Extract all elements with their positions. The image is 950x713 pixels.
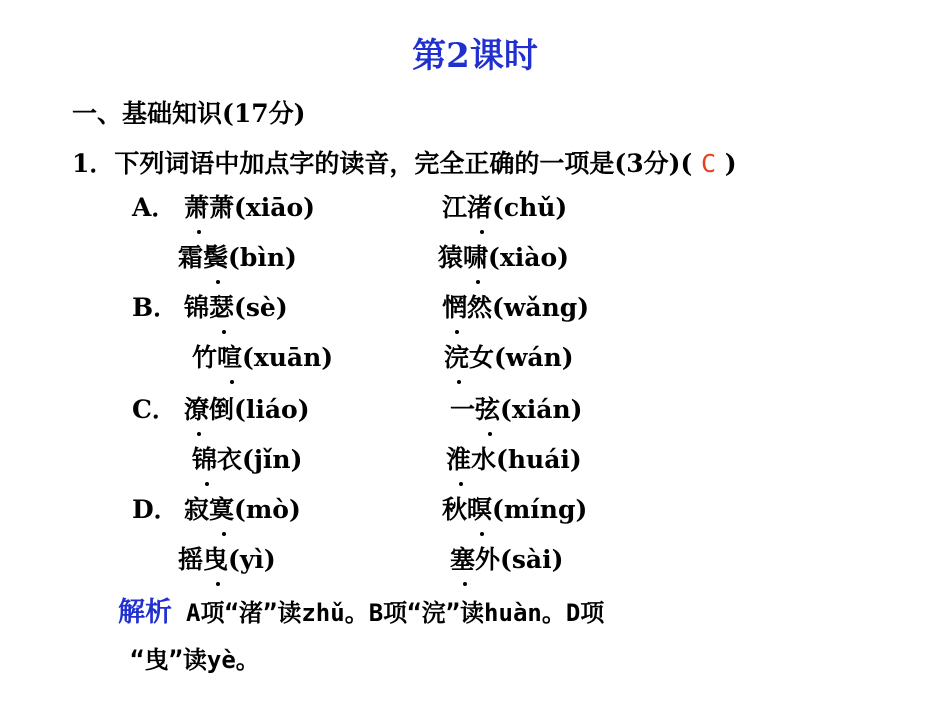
section-heading: 一、基础知识(17分) — [72, 99, 306, 128]
word: 竹喧 — [192, 338, 242, 374]
analysis-label: 解析 — [118, 597, 172, 628]
option-d-left: 寂寞 (mò) — [184, 490, 301, 526]
option-c-right: 一弦 (xián) — [450, 390, 582, 426]
option-d-label: D． — [132, 495, 179, 524]
option-c2-left: 锦衣 (jǐn) — [192, 440, 302, 476]
emphasis-dot — [230, 380, 234, 384]
word: 摇曳 — [178, 540, 228, 576]
question-close: ) — [724, 149, 737, 178]
word: 锦衣 — [192, 440, 242, 476]
emphasis-dot — [459, 482, 463, 486]
word: 浣女 — [444, 338, 494, 374]
option-d2-left: 摇曳 (yì) — [178, 540, 276, 576]
option-d2-right: 塞外 (sài) — [450, 540, 563, 576]
option-c2-right: 淮水 (huái) — [446, 440, 582, 476]
question-1 — [72, 144, 737, 180]
emphasis-dot — [455, 330, 459, 334]
emphasis-dot — [463, 582, 467, 586]
word: 潦倒 — [184, 390, 234, 426]
word: 塞外 — [450, 540, 500, 576]
word: 萧萧 — [184, 188, 234, 224]
emphasis-dot — [222, 330, 226, 334]
answer-mark: C — [701, 149, 717, 178]
option-a2-right: 猿啸 (xiào) — [438, 238, 569, 274]
option-b2-left: 竹喧 (xuān) — [192, 338, 333, 374]
option-d-right: 秋暝 (míng) — [442, 490, 587, 526]
emphasis-dot — [222, 532, 226, 536]
option-a-left: 萧萧 (xiāo) — [184, 188, 315, 224]
option-b2-right: 浣女 (wán) — [444, 338, 574, 374]
word: 江渚 — [442, 188, 492, 224]
emphasis-dot — [216, 582, 220, 586]
emphasis-dot — [197, 230, 201, 234]
word: 猿啸 — [438, 238, 488, 274]
emphasis-dot — [205, 482, 209, 486]
emphasis-dot — [480, 532, 484, 536]
option-b-right: 惘然 (wǎng) — [442, 288, 589, 324]
word: 一弦 — [450, 390, 500, 426]
analysis-line-2: “曳”读yè。 — [130, 646, 260, 674]
option-b-left: 锦瑟 (sè) — [184, 288, 288, 324]
option-a2-left: 霜鬓 (bìn) — [178, 238, 297, 274]
word: 寂寞 — [184, 490, 234, 526]
word: 淮水 — [446, 440, 496, 476]
word: 惘然 — [442, 288, 492, 324]
word: 锦瑟 — [184, 288, 234, 324]
option-c-label: C． — [132, 395, 177, 424]
word: 霜鬓 — [178, 238, 228, 274]
option-c-left: 潦倒 (liáo) — [184, 390, 310, 426]
question-text: 1．下列词语中加点字的读音，完全正确的一项是(3分)( — [72, 149, 693, 178]
emphasis-dot — [457, 380, 461, 384]
page-title: 第2课时 — [412, 36, 538, 76]
option-a-right: 江渚 (chǔ) — [442, 188, 567, 224]
analysis-text: A项“渚”读zhǔ。B项“浣”读huàn。D项 — [186, 599, 605, 627]
emphasis-dot — [476, 280, 480, 284]
analysis-line-1 — [118, 590, 604, 629]
option-a-label: A． — [132, 193, 177, 222]
option-b-label: B． — [132, 293, 179, 322]
emphasis-dot — [216, 280, 220, 284]
emphasis-dot — [197, 432, 201, 436]
emphasis-dot — [480, 230, 484, 234]
emphasis-dot — [488, 432, 492, 436]
word: 秋暝 — [442, 490, 492, 526]
